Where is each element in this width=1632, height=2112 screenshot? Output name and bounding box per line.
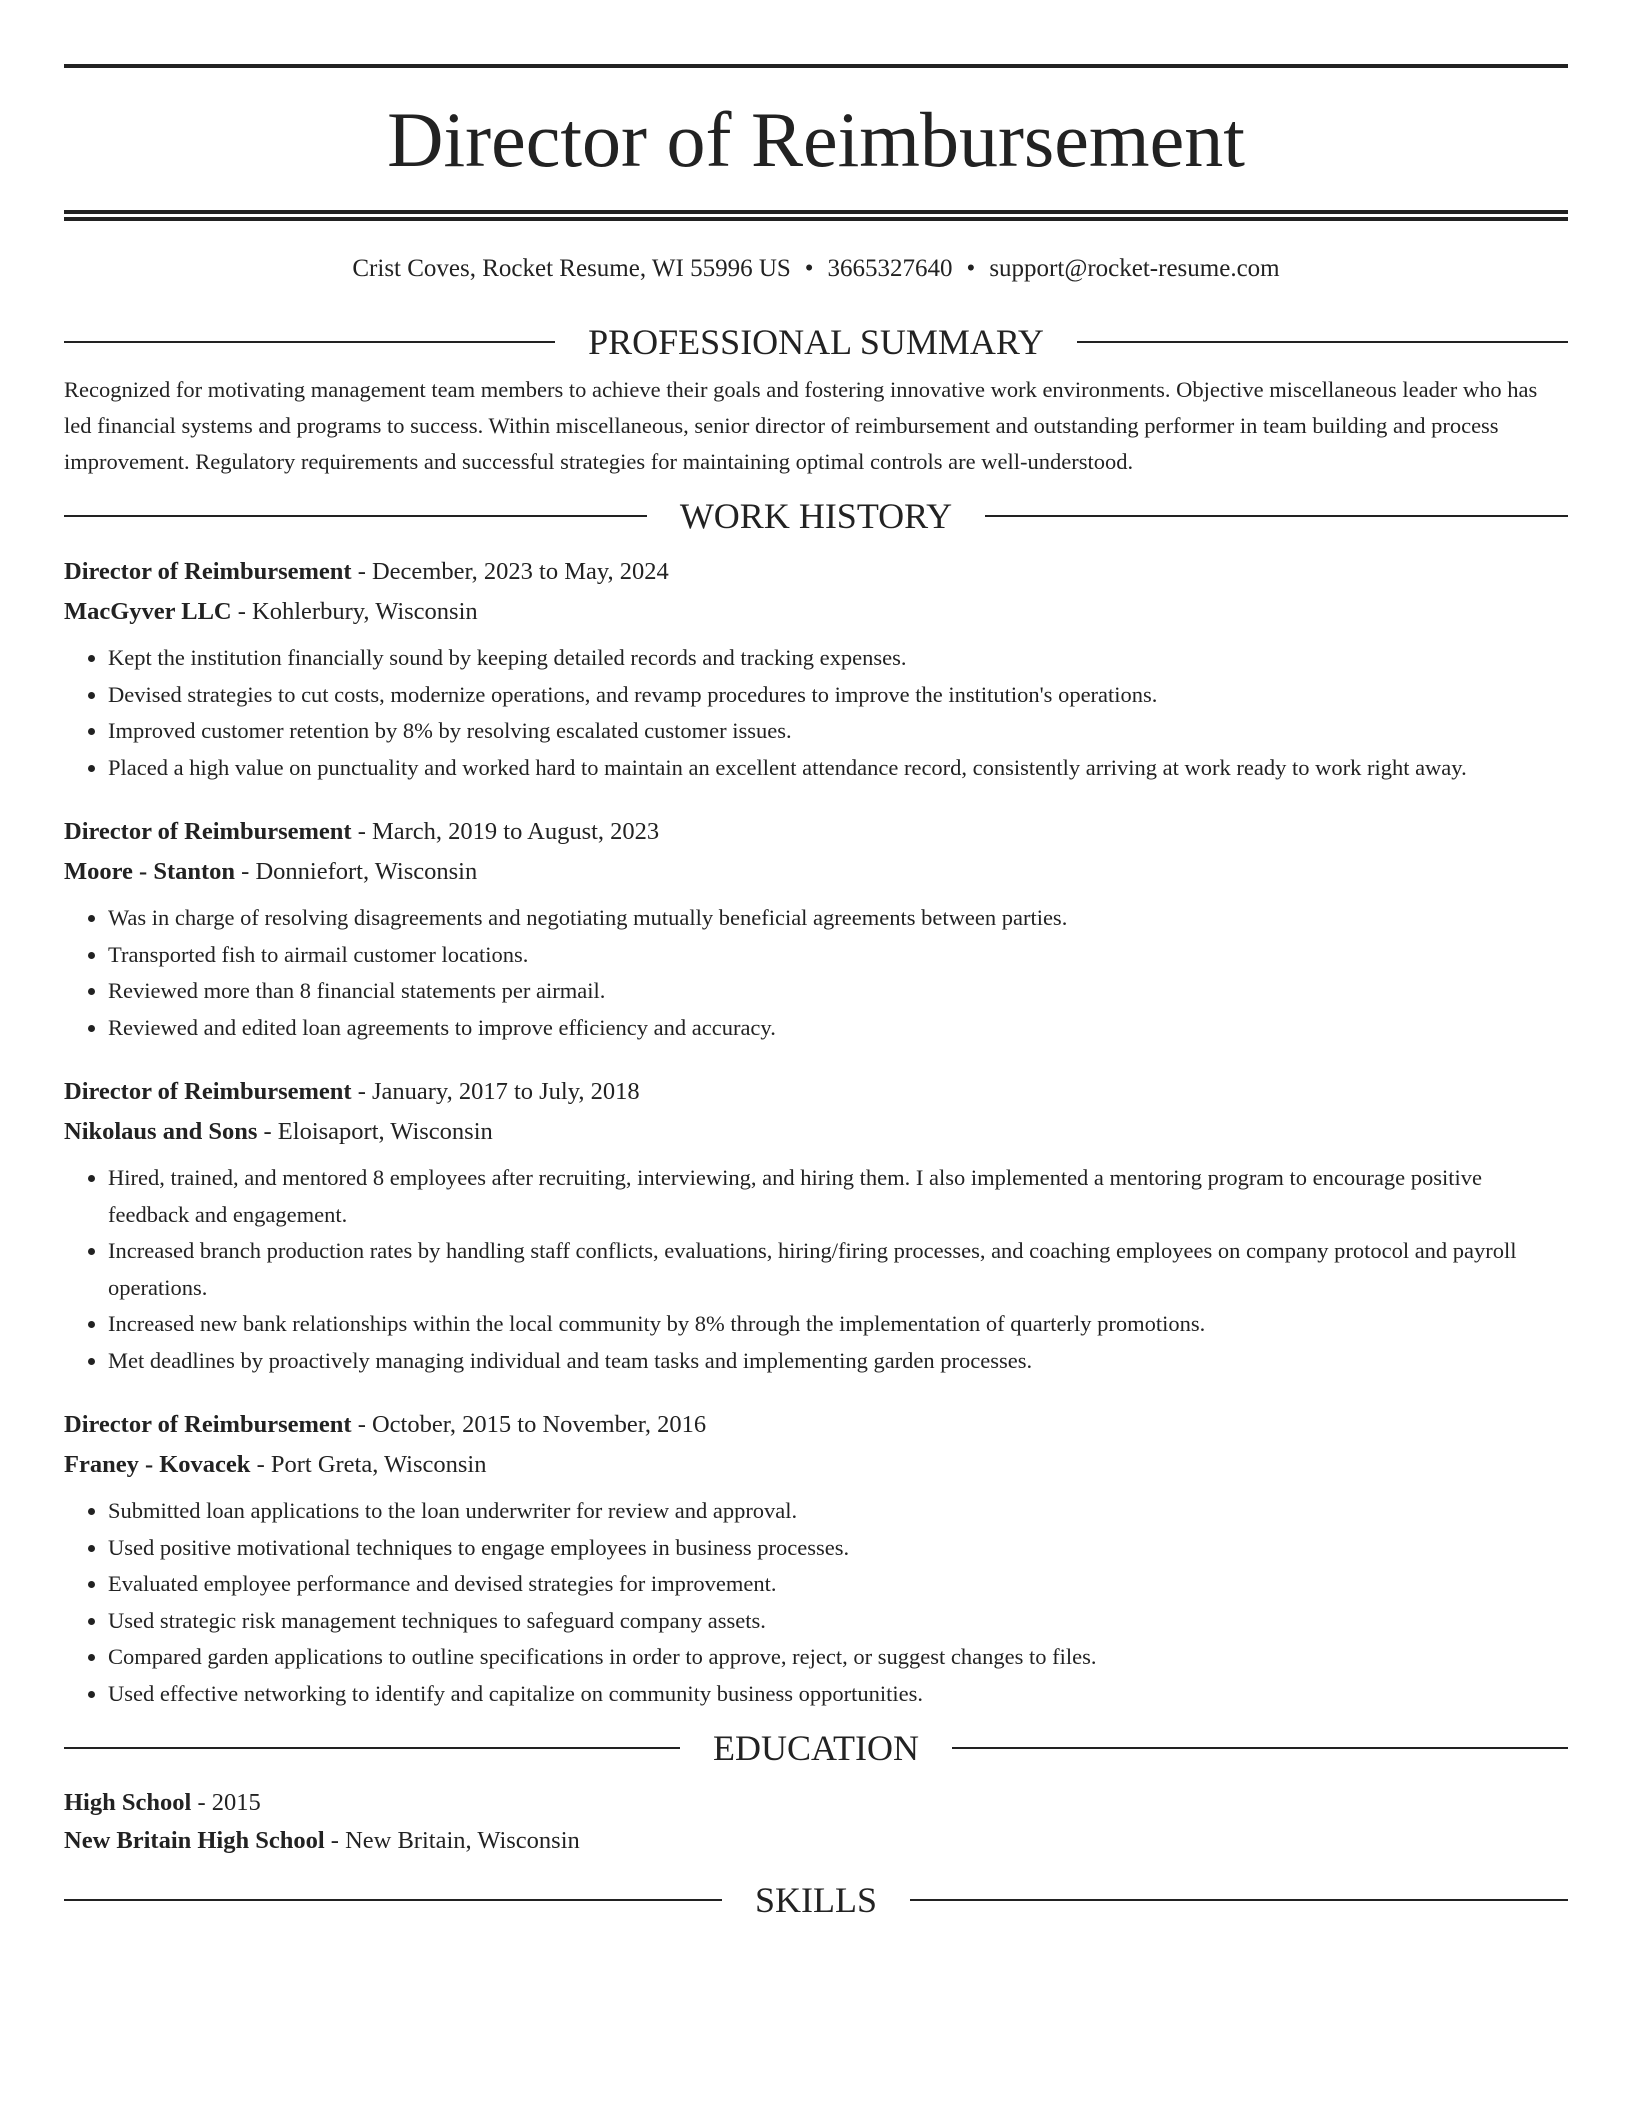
section-heading-work — [64, 494, 1568, 538]
heading-rule — [910, 1899, 1568, 1901]
title-double-rule — [64, 210, 1568, 221]
list-item: • Transported fish to airmail customer locations. — [108, 937, 1568, 974]
heading-rule — [985, 515, 1568, 517]
job-title-line — [64, 1072, 1568, 1112]
job-dates: - December, 2023 to May, 2024 — [351, 558, 669, 585]
heading-rule — [64, 1747, 680, 1749]
heading-rule — [64, 1899, 722, 1901]
job-dates: - January, 2017 to July, 2018 — [351, 1078, 640, 1105]
list-item: • Reviewed more than 8 financial statements per airmail. — [108, 973, 1568, 1010]
list-item: • Increased branch production rates by handling staff conflicts, evaluations, hiring/firing processes, and coaching employees on company protocol and payroll operations. — [108, 1233, 1568, 1306]
work-history — [64, 552, 1568, 1712]
job-company: Moore - Stanton — [64, 858, 236, 885]
education-school-line — [64, 1822, 1568, 1860]
top-rule — [64, 64, 1568, 68]
list-item: • Used positive motivational techniques to engage employees in business processes. — [108, 1530, 1568, 1567]
section-title: WORK HISTORY — [679, 496, 953, 536]
contact-line — [64, 253, 1568, 285]
list-item: • Was in charge of resolving disagreements and negotiating mutually beneficial agreements between parties. — [108, 900, 1568, 937]
job-entry — [64, 1072, 1568, 1379]
list-item: • Submitted loan applications to the loan underwriter for review and approval. — [108, 1493, 1568, 1530]
education-degree-line — [64, 1784, 1568, 1822]
contact-address: Crist Coves, Rocket Resume, WI 55996 US — [352, 255, 791, 282]
job-bullets — [64, 1160, 1568, 1379]
education-entry — [64, 1784, 1568, 1860]
contact-email[interactable]: support@rocket-resume.com — [989, 255, 1280, 282]
section-title: PROFESSIONAL SUMMARY — [588, 322, 1044, 362]
contact-phone: 3665327640 — [827, 255, 953, 282]
job-company-line — [64, 852, 1568, 892]
contact-separator: • — [966, 255, 976, 282]
job-company: Nikolaus and Sons — [64, 1118, 258, 1145]
heading-rule — [64, 515, 647, 517]
job-entry — [64, 1405, 1568, 1712]
education-location: - New Britain, Wisconsin — [324, 1827, 580, 1854]
job-entry — [64, 552, 1568, 786]
list-item: • Kept the institution financially sound by keeping detailed records and tracking expenses. — [108, 640, 1568, 677]
list-item: • Hired, trained, and mentored 8 employees after recruiting, interviewing, and hiring them. I also implemented a mentoring program to encourage positive feedback and engagement. — [108, 1160, 1568, 1233]
job-company-line — [64, 1445, 1568, 1485]
list-item: • Met deadlines by proactively managing individual and team tasks and implementing garden processes. — [108, 1343, 1568, 1380]
job-title-line — [64, 552, 1568, 592]
job-company: MacGyver LLC — [64, 598, 232, 625]
list-item: • Improved customer retention by 8% by resolving escalated customer issues. — [108, 713, 1568, 750]
summary-text: Recognized for motivating management team members to achieve their goals and fostering innovative work environments. Objective miscellaneous leader who has led financial systems and programs to success. Within miscellaneous, senior director of reimbursement and outstanding performer in team building and process improvement. Regulatory requirements and successful strategies for maintaining optimal controls are well-understood. — [64, 377, 1538, 474]
job-bullets — [64, 900, 1568, 1046]
section-title: EDUCATION — [713, 1728, 919, 1768]
job-dates: - October, 2015 to November, 2016 — [351, 1411, 707, 1438]
section-heading-skills — [64, 1878, 1568, 1922]
heading-rule — [1077, 341, 1568, 343]
job-title: Director of Reimbursement — [64, 818, 352, 845]
list-item: • Compared garden applications to outline specifications in order to approve, reject, or suggest changes to files. — [108, 1639, 1568, 1676]
education-degree: High School — [64, 1789, 192, 1816]
job-bullets — [64, 640, 1568, 786]
job-location: - Port Greta, Wisconsin — [250, 1451, 487, 1478]
job-title: Director of Reimbursement — [64, 1078, 352, 1105]
job-location: - Kohlerbury, Wisconsin — [231, 598, 478, 625]
resume-title: Director of Reimbursement — [387, 96, 1245, 183]
education-school: New Britain High School — [64, 1827, 325, 1854]
job-location: - Donniefort, Wisconsin — [235, 858, 478, 885]
job-title: Director of Reimbursement — [64, 1411, 352, 1438]
section-heading-summary — [64, 320, 1568, 364]
job-company-line — [64, 1112, 1568, 1152]
job-title: Director of Reimbursement — [64, 558, 352, 585]
job-company-line — [64, 592, 1568, 632]
section-heading-education — [64, 1726, 1568, 1770]
heading-rule — [952, 1747, 1568, 1749]
list-item: • Devised strategies to cut costs, modernize operations, and revamp procedures to improve the institution's operations. — [108, 677, 1568, 714]
job-title-line — [64, 812, 1568, 852]
job-company: Franey - Kovacek — [64, 1451, 251, 1478]
resume-page — [64, 64, 1568, 1922]
job-location: - Eloisaport, Wisconsin — [257, 1118, 493, 1145]
job-entry — [64, 812, 1568, 1046]
section-title: SKILLS — [755, 1880, 878, 1920]
list-item: • Used strategic risk management techniques to safeguard company assets. — [108, 1603, 1568, 1640]
education-year: - 2015 — [191, 1789, 261, 1816]
job-bullets — [64, 1493, 1568, 1712]
list-item: • Reviewed and edited loan agreements to improve efficiency and accuracy. — [108, 1010, 1568, 1047]
list-item: • Evaluated employee performance and devised strategies for improvement. — [108, 1566, 1568, 1603]
heading-rule — [64, 341, 555, 343]
list-item: • Increased new bank relationships within the local community by 8% through the implementation of quarterly promotions. — [108, 1306, 1568, 1343]
list-item: • Placed a high value on punctuality and worked hard to maintain an excellent attendance record, consistently arriving at work ready to work right away. — [108, 750, 1568, 787]
contact-separator: • — [804, 255, 814, 282]
job-dates: - March, 2019 to August, 2023 — [351, 818, 660, 845]
list-item: • Used effective networking to identify and capitalize on community business opportunities. — [108, 1676, 1568, 1713]
job-title-line — [64, 1405, 1568, 1445]
